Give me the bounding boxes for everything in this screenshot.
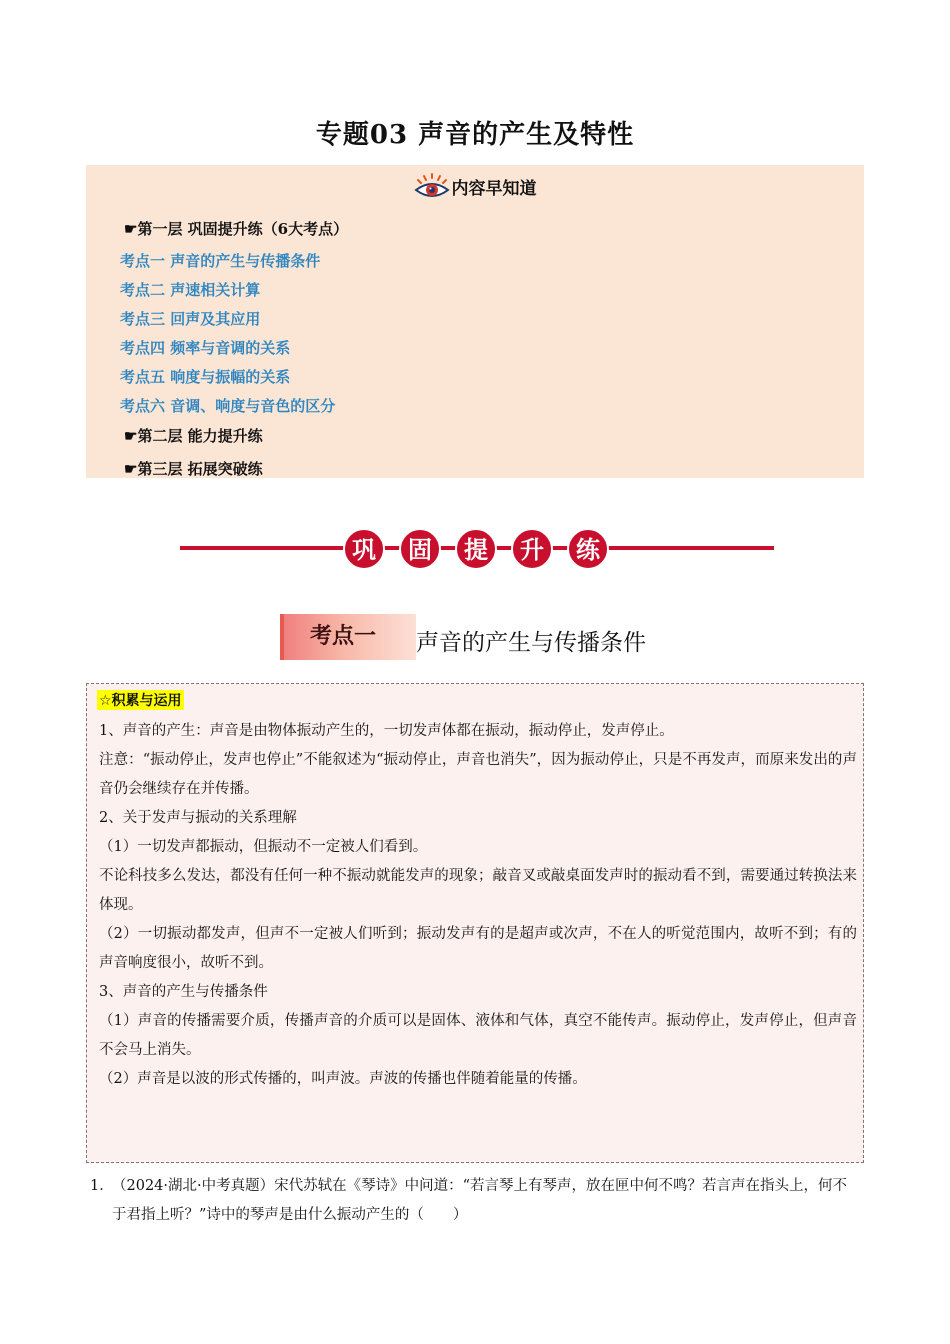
banner-char-2: [400, 529, 440, 569]
knowledge-tag: ☆积累与运用: [97, 690, 184, 710]
toc-point-5[interactable]: 考点五 响度与振幅的关系: [120, 368, 291, 386]
eye-icon: [414, 173, 450, 201]
paragraph-6: （2）一切振动都发声，但声不一定被人们听到；振动发声有的是超声或次声，不在人的听觉范围内，故听不到；有的声音响度很小，故听不到。: [99, 926, 857, 971]
toc-point-6[interactable]: 考点六 音调、响度与音色的区分: [120, 397, 336, 415]
toc-layer-1[interactable]: ☛第一层 巩固提升练（6大考点）: [124, 220, 349, 238]
toc-point-4[interactable]: 考点四 频率与音调的关系: [120, 339, 291, 357]
page-title: 专题03 声音的产生及特性: [315, 120, 635, 150]
toc-point-2[interactable]: 考点二 声速相关计算: [120, 281, 261, 299]
knowledge-box: [86, 683, 864, 1163]
question-text: （2024·湖北·中考真题）宋代苏轼在《琴诗》中问道：“若言琴上有琴声，放在匣中何不鸣？若言声在指头上，何不于君指上听？”诗中的琴声是由什么振动产生的（ ）: [112, 1178, 848, 1223]
section-badge: 考点一: [280, 614, 416, 660]
banner-char-5: [568, 529, 608, 569]
section-title: 声音的产生与传播条件: [416, 630, 646, 656]
paragraph-7: 3、声音的产生与传播条件: [99, 984, 268, 1000]
toc-point-3[interactable]: 考点三 回声及其应用: [120, 310, 261, 328]
toc-point-1[interactable]: 考点一 声音的产生与传播条件: [120, 252, 321, 270]
paragraph-5: 不论科技多么发达，都没有任何一种不振动就能发声的现象；敲音叉或敲桌面发声时的振动看不到，需要通过转换法来体现。: [99, 868, 857, 913]
banner-char-3: [456, 529, 496, 569]
svg-text:练: 练: [576, 536, 600, 564]
svg-text:升: 升: [520, 536, 544, 564]
paragraph-2: 注意：“振动停止，发声也停止”不能叙述为“振动停止，声音也消失”，因为振动停止，只是不再发声，而原来发出的声音仍会继续存在并传播。: [99, 752, 857, 797]
toc-panel: [86, 165, 864, 478]
section-banner: [180, 527, 774, 571]
toc-heading: [86, 173, 864, 201]
paragraph-3: 2、关于发声与振动的关系理解: [99, 810, 297, 826]
paragraph-8: （1）声音的传播需要介质，传播声音的介质可以是固体、液体和气体，真空不能传声。振动停止，发声停止，但声音不会马上消失。: [99, 1013, 857, 1058]
toc-layer-2[interactable]: ☛第二层 能力提升练: [124, 427, 263, 445]
question-number: 1．: [90, 1178, 114, 1194]
toc-layer-3[interactable]: ☛第三层 拓展突破练: [124, 460, 263, 478]
svg-text:提: 提: [464, 536, 488, 564]
question-1: [90, 1172, 860, 1230]
svg-text:固: 固: [408, 536, 432, 564]
paragraph-1: 1、声音的产生：声音是由物体振动产生的，一切发声体都在振动，振动停止，发声停止。: [99, 723, 674, 739]
banner-char-4: [512, 529, 552, 569]
svg-text:巩: 巩: [352, 536, 376, 564]
paragraph-9: （2）声音是以波的形式传播的，叫声波。声波的传播也伴随着能量的传播。: [99, 1071, 587, 1087]
toc-heading-label: 内容早知道: [451, 179, 537, 199]
banner-char-1: [344, 529, 384, 569]
paragraph-4: （1）一切发声都振动，但振动不一定被人们看到。: [99, 839, 428, 855]
